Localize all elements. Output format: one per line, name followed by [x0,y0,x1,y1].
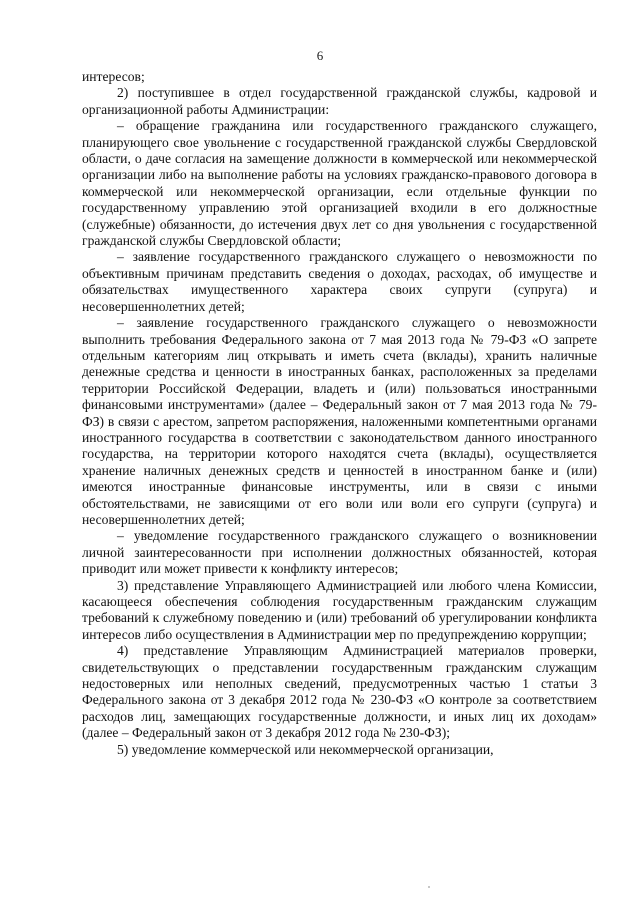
paragraph-foreign-accounts: – заявление государственного гражданского служащего о невозможности выполнить требования Федерального закона от 7 мая 2013 года № 79-ФЗ «О запрете отдельным категориям лиц открывать и иметь счета (вклады), хранить наличные денежные средства и ценности в иностранных банках, расположенных за пределами территории Российской Федерации, владеть и (или) пользоваться иностранными финансовыми инструментами» (далее – Федеральный закон от 7 мая 2013 года № 79-ФЗ) в связи с арестом, запретом распоряжения, наложенными компетентными органами иностранного государства в соответствии с законодательством данного иностранного государства, на территории которого находятся счета (вклады), осуществляется хранение наличных денежных средств и ценностей в иностранном банке и (или) имеются иностранные финансовые инструменты, или в связи с иными обстоятельствами, не зависящими от его воли или воли его супруги (супруга) и несовершеннолетних детей; [82,315,597,527]
page-number: 6 [316,48,324,63]
document-body [82,69,597,758]
scan-speck [428,886,430,888]
paragraph-citizen-appeal: – обращение гражданина или государственного гражданского служащего, планирующего свое увольнение с государственной гражданской службы Свердловской области, о даче согласия на замещение должности в коммерческой или некоммерческой организации либо на выполнение работы на условиях гражданско-правового договора в коммерческой или некоммерческой организации, если отдельные функции по государственному управлению этой организацией входили в его должностные (служебные) обязанности, до истечения двух лет со дня увольнения с государственной гражданской службы Свердловской области; [82,118,597,249]
paragraph-item-3: 3) представление Управляющего Администрацией или любого члена Комиссии, касающееся обеспечения соблюдения государственным гражданским служащим требований к служебному поведению и (или) требований об урегулировании конфликта интересов либо осуществления в Администрации мер по предупреждению коррупции; [82,577,597,642]
paragraph-item-2: 2) поступившее в отдел государственной гражданской службы, кадровой и организационной работы Администрации: [82,85,597,117]
paragraph-item-4: 4) представление Управляющим Администрацией материалов проверки, свидетельствующих о представлении государственным гражданским служащим недостоверных или неполных сведений, предусмотренных частью 1 статьи 3 Федерального закона от 3 декабря 2012 года № 230-ФЗ «О контроле за соответствием расходов лиц, замещающих государственные должности, и иных лиц их доходам» (далее – Федеральный закон от 3 декабря 2012 года № 230-ФЗ); [82,643,597,741]
paragraph-conflict-notice: – уведомление государственного гражданского служащего о возникновении личной заинтересованности при исполнении должностных обязанностей, которая приводит или может привести к конфликту интересов; [82,528,597,577]
paragraph-income-statement: – заявление государственного гражданского служащего о невозможности по объективным причинам представить сведения о доходах, расходах, об имуществе и обязательствах имущественного характера своих супруги (супруга) и несовершеннолетних детей; [82,249,597,314]
paragraph-continuation: интересов; [82,69,145,84]
paragraph-item-5: 5) уведомление коммерческой или некоммерческой организации, [117,741,494,757]
